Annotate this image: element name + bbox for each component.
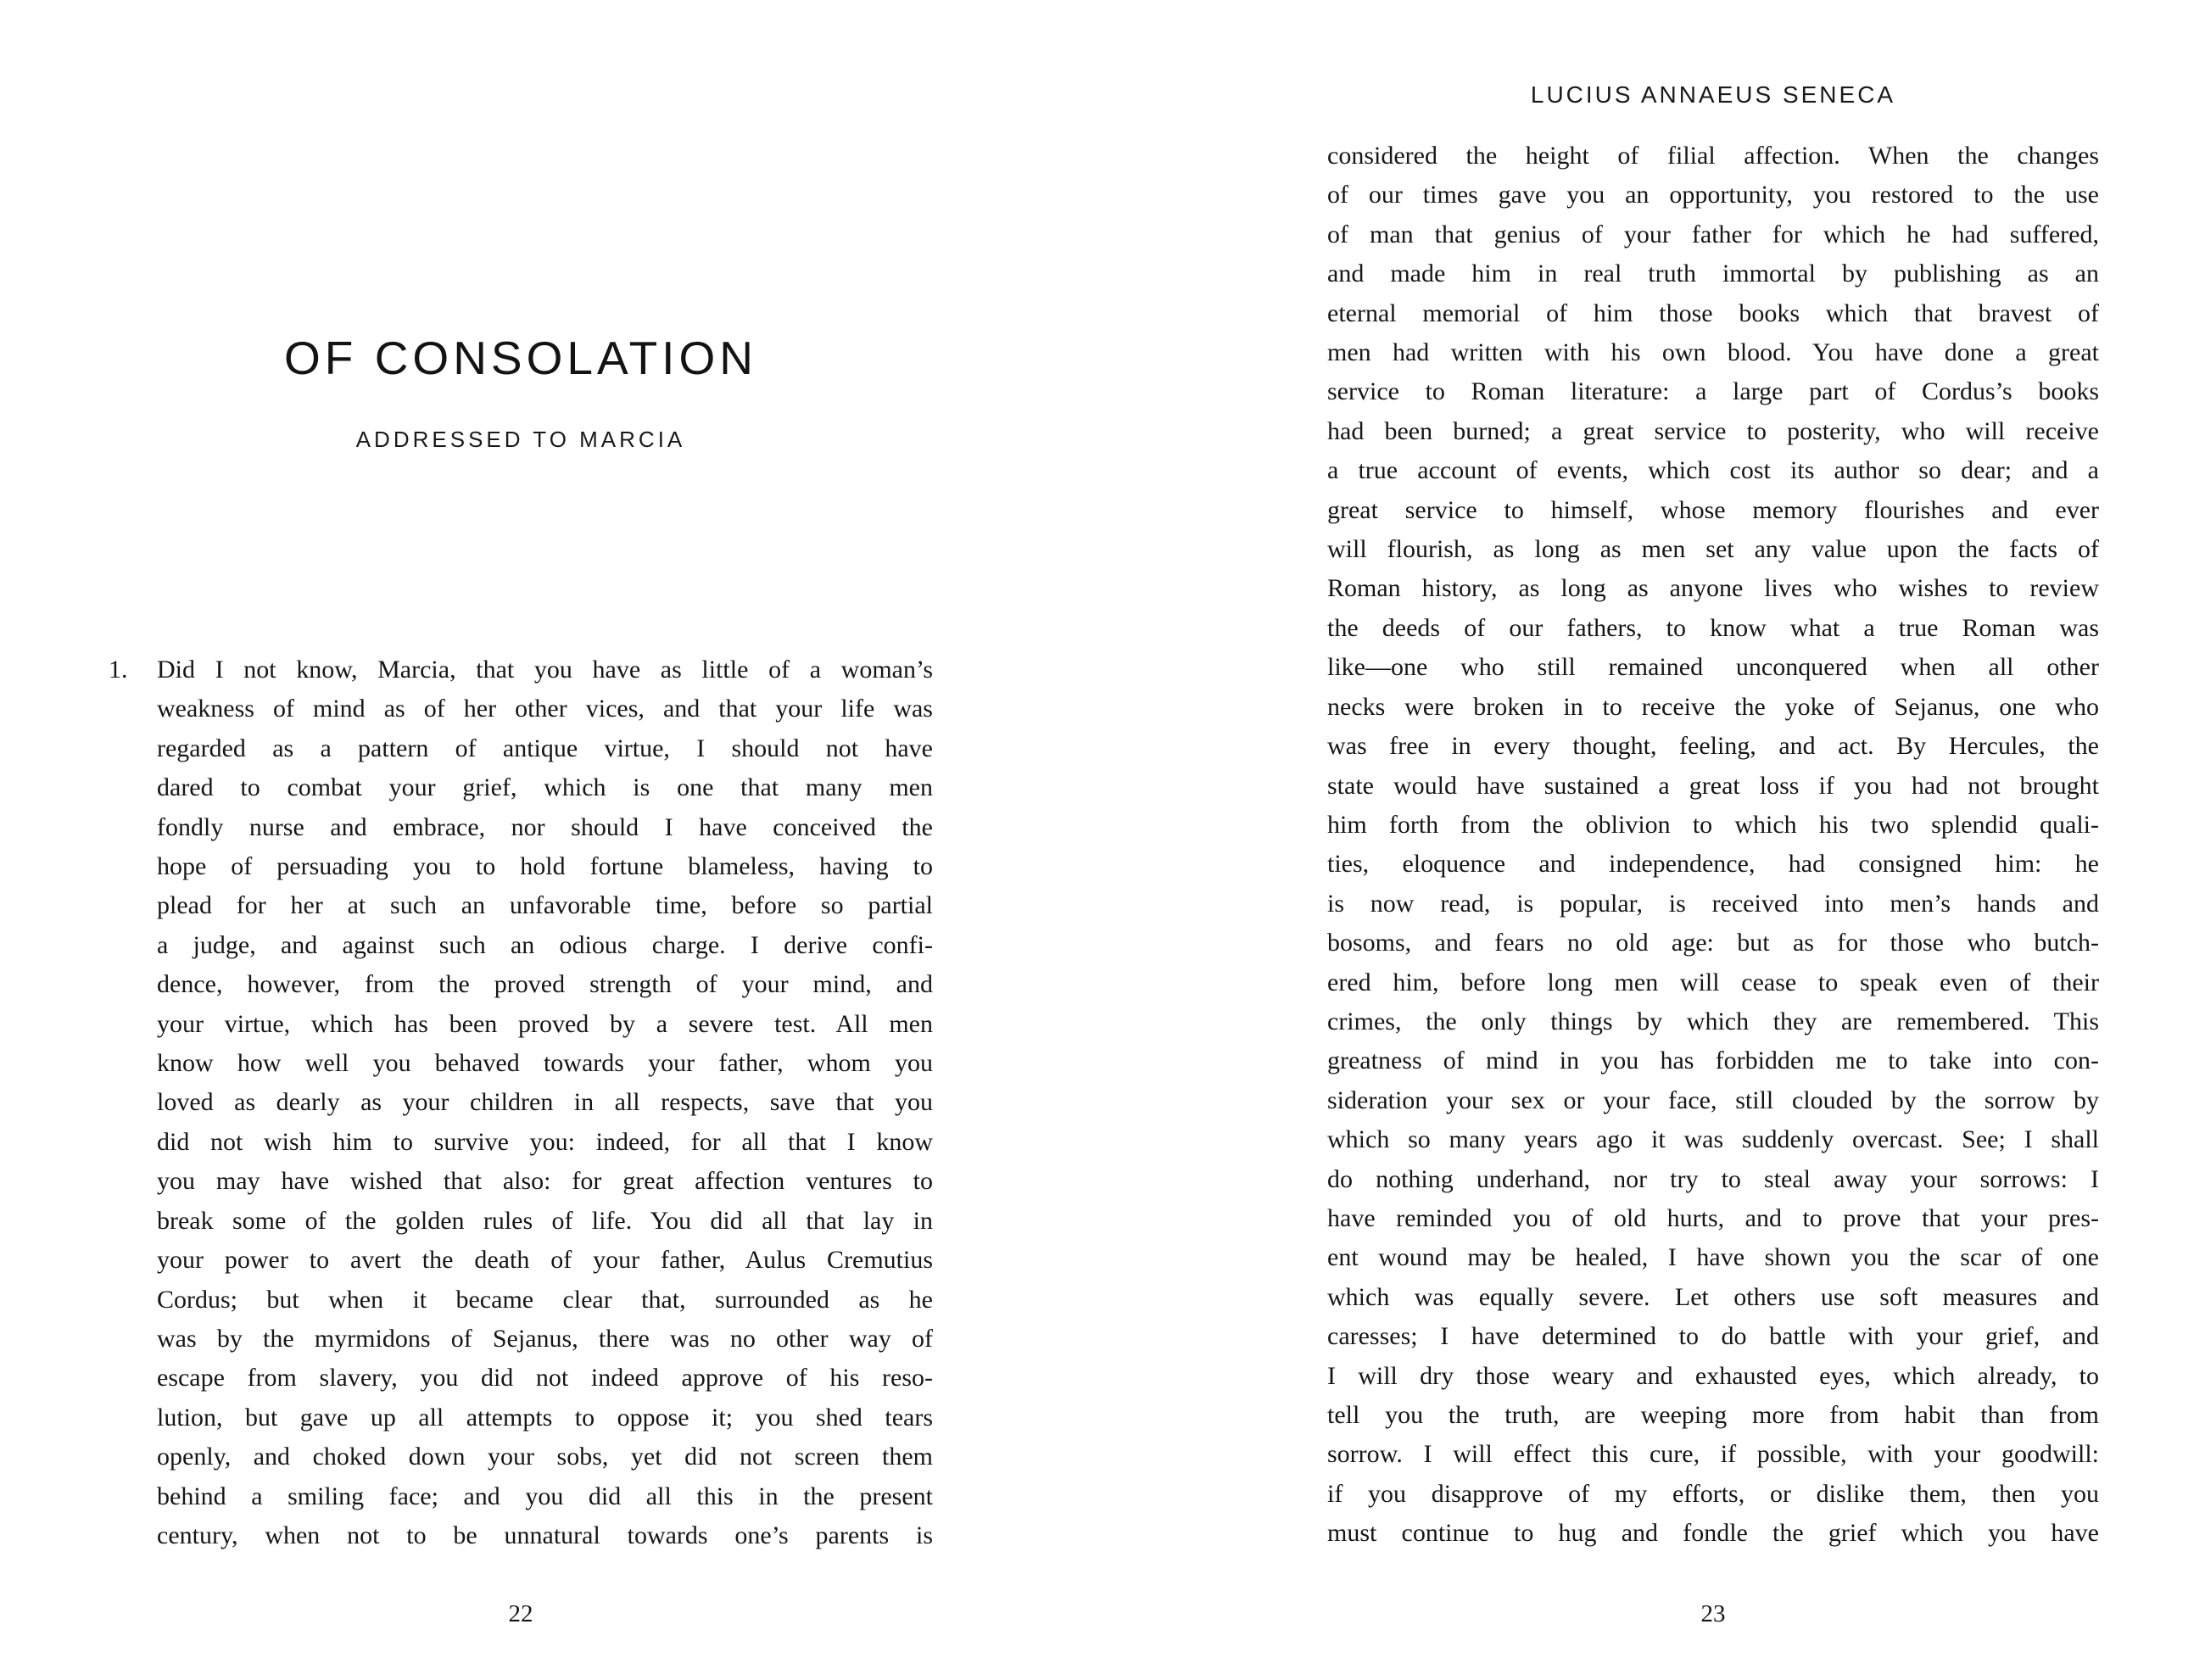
text-line: sorrow. I will effect this cure, if possible, with your goodwill: (1327, 1440, 2099, 1469)
text-line: ties, eloquence and independence, had consigned him: he (1327, 850, 2099, 879)
text-line: did not wish him to survive you: indeed, for all that I know (157, 1127, 933, 1156)
text-line: must continue to hug and fondle the grief which you have (1327, 1519, 2099, 1548)
text-line: dared to combat your grief, which is one that many men (157, 773, 933, 802)
text-line: ered him, before long men will cease to speak even of their (1327, 968, 2099, 996)
text-line: bosoms, and fears no old age: but as for those who butch- (1327, 929, 2099, 957)
chapter-title: OF CONSOLATION (284, 332, 757, 384)
text-line: do nothing underhand, nor try to steal away your sorrows: I (1327, 1164, 2099, 1193)
text-line: state would have sustained a great loss if you had not brought (1327, 771, 2099, 800)
text-line: him forth from the oblivion to which his two splendid quali- (1327, 810, 2099, 839)
text-line: which so many years ago it was suddenly overcast. See; I shall (1327, 1125, 2099, 1154)
text-line: regarded as a pattern of antique virtue, I should not have (157, 734, 933, 762)
text-line: was by the myrmidons of Sejanus, there was no other way of (157, 1324, 933, 1353)
text-line: will flourish, as long as men set any value upon the facts of (1327, 535, 2099, 564)
text-line: Did I not know, Marcia, that you have as little of a woman’s (157, 656, 933, 684)
text-line: men had written with his own blood. You have done a great (1327, 338, 2099, 367)
text-line: openly, and choked down your sobs, yet did not screen them (157, 1443, 933, 1471)
text-line: caresses; I have determined to do battle with your grief, and (1327, 1322, 2099, 1351)
text-line: tell you the truth, are weeping more from habit than from (1327, 1401, 2099, 1429)
text-line: a judge, and against such an odious charge. I derive confi- (157, 930, 933, 959)
text-line: Roman history, as long as anyone lives who wishes to review (1327, 574, 2099, 603)
text-line: hope of persuading you to hold fortune blameless, having to (157, 852, 933, 881)
text-line: eternal memorial of him those books which that bravest of (1327, 299, 2099, 327)
paragraph-number: 1. (109, 656, 128, 684)
text-line: service to Roman literature: a large part of Cordus’s books (1327, 377, 2099, 406)
text-line: loved as dearly as your children in all respects, save that you (157, 1088, 933, 1117)
text-line: crimes, the only things by which they are remembered. This (1327, 1007, 2099, 1035)
text-line: great service to himself, whose memory flourishes and ever (1327, 495, 2099, 524)
page-number-right: 23 (1700, 1600, 1726, 1627)
text-line: fondly nurse and embrace, nor should I have conceived the (157, 812, 933, 841)
page-number-left: 22 (508, 1600, 533, 1627)
text-line: and made him in real truth immortal by publishing as an (1327, 260, 2099, 288)
text-line: you may have wished that also: for great affection ventures to (157, 1167, 933, 1196)
text-line: sideration your sex or your face, still clouded by the sorrow by (1327, 1086, 2099, 1114)
right-page-text (1327, 137, 2099, 1554)
text-line: if you disapprove of my efforts, or dislike them, then you (1327, 1479, 2099, 1508)
text-line: was free in every thought, feeling, and act. By Hercules, the (1327, 732, 2099, 761)
running-header: LUCIUS ANNAEUS SENECA (1530, 81, 1896, 108)
text-line: behind a smiling face; and you did all this in the present (157, 1482, 933, 1510)
text-line: your virtue, which has been proved by a severe test. All men (157, 1009, 933, 1038)
chapter-subtitle: ADDRESSED TO MARCIA (355, 427, 686, 452)
text-line: dence, however, from the proved strength of your mind, and (157, 970, 933, 999)
left-page-text (157, 650, 933, 1555)
text-line: Cordus; but when it became clear that, surrounded as he (157, 1285, 933, 1314)
text-line: considered the height of filial affection. When the changes (1327, 142, 2099, 170)
text-line: escape from slavery, you did not indeed approve of his reso- (157, 1364, 933, 1393)
text-line: of man that genius of your father for which he had suffered, (1327, 220, 2099, 248)
text-line: lution, but gave up all attempts to oppose it; you shed tears (157, 1403, 933, 1432)
text-line: know how well you behaved towards your father, whom you (157, 1049, 933, 1078)
text-line: had been burned; a great service to posterity, who will receive (1327, 416, 2099, 445)
text-line: the deeds of our fathers, to know what a true Roman was (1327, 613, 2099, 642)
text-line: necks were broken in to receive the yoke of Sejanus, one who (1327, 692, 2099, 721)
text-line: ent wound may be healed, I have shown you the scar of one (1327, 1243, 2099, 1272)
text-line: which was equally severe. Let others use soft measures and (1327, 1282, 2099, 1311)
text-line: plead for her at such an unfavorable time, before so partial (157, 891, 933, 920)
text-line: of our times gave you an opportunity, you restored to the use (1327, 181, 2099, 209)
text-line: weakness of mind as of her other vices, and that your life was (157, 695, 933, 723)
text-line: greatness of mind in you has forbidden me to take into con- (1327, 1047, 2099, 1075)
text-line: have reminded you of old hurts, and to prove that your pres- (1327, 1203, 2099, 1232)
text-line: your power to avert the death of your father, Aulus Cremutius (157, 1246, 933, 1275)
text-line: break some of the golden rules of life. You did all that lay in (157, 1206, 933, 1235)
text-line: I will dry those weary and exhausted eyes, which already, to (1327, 1361, 2099, 1390)
text-line: like—one who still remained unconquered when all other (1327, 653, 2099, 682)
text-line: a true account of events, which cost its author so dear; and a (1327, 456, 2099, 485)
text-line: century, when not to be unnatural towards one’s parents is (157, 1521, 933, 1549)
text-line: is now read, is popular, is received into men’s hands and (1327, 889, 2099, 918)
